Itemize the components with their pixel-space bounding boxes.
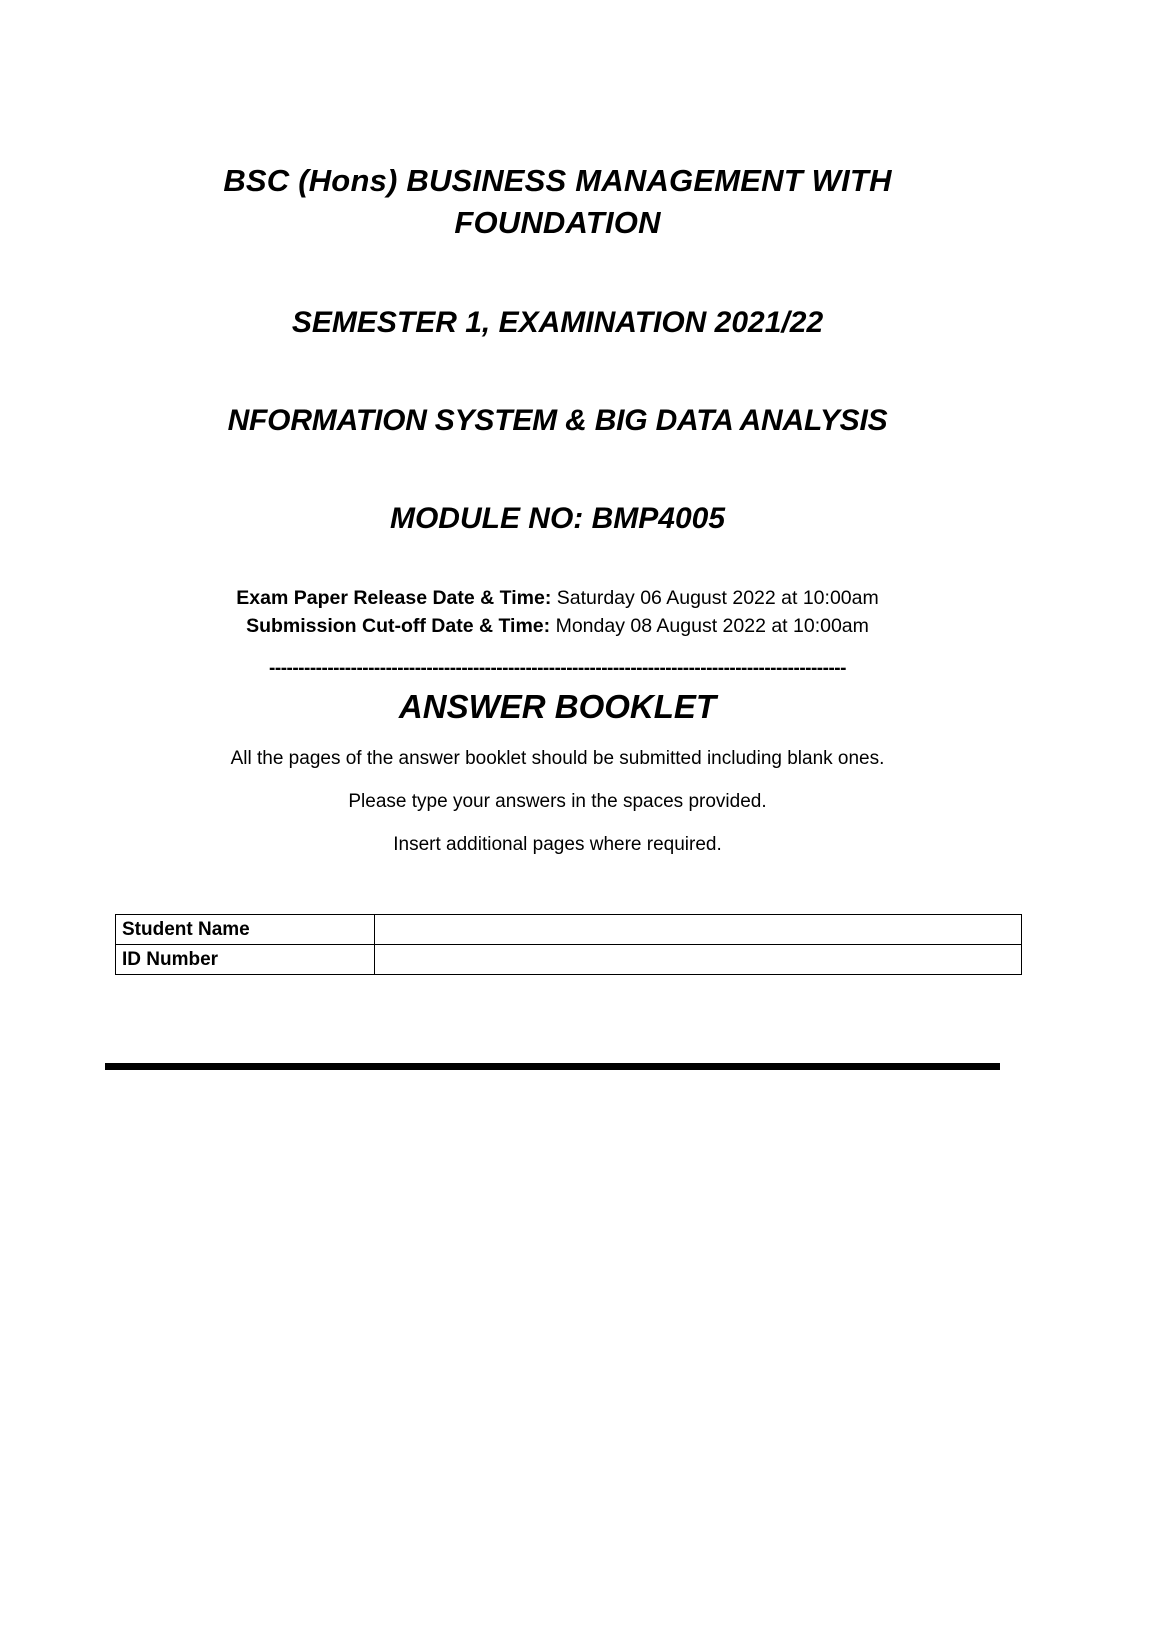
student-details-table xyxy=(115,914,1022,975)
exam-dates-block xyxy=(115,584,1000,641)
programme-title-line-2: FOUNDATION xyxy=(454,204,661,240)
programme-title xyxy=(115,160,1000,244)
table-row xyxy=(116,945,1022,975)
release-date-value: Saturday 06 August 2022 at 10:00am xyxy=(556,586,879,609)
submission-date-label: Submission Cut-off Date & Time: xyxy=(246,614,551,637)
id-number-field[interactable] xyxy=(375,945,1022,975)
instruction-note-3: Insert additional pages where required. xyxy=(393,834,722,856)
module-number-heading: MODULE NO: BMP4005 xyxy=(389,501,726,535)
submission-date-value: Monday 08 August 2022 at 10:00am xyxy=(555,614,869,637)
bottom-horizontal-rule xyxy=(105,1063,1000,1070)
submission-date-line xyxy=(115,612,1000,640)
module-title-heading: NFORMATION SYSTEM & BIG DATA ANALYSIS xyxy=(227,403,888,437)
student-name-label: Student Name xyxy=(116,915,375,945)
dashed-divider: --------------------------------------------------------------------------------------------------- xyxy=(269,658,846,680)
table-row xyxy=(116,915,1022,945)
answer-booklet-heading: ANSWER BOOKLET xyxy=(398,688,717,726)
release-date-label: Exam Paper Release Date & Time: xyxy=(236,586,552,609)
instruction-note-2: Please type your answers in the spaces provided. xyxy=(348,791,767,813)
semester-heading: SEMESTER 1, EXAMINATION 2021/22 xyxy=(291,305,824,339)
release-date-line xyxy=(115,584,1000,612)
id-number-label: ID Number xyxy=(116,945,375,975)
instruction-note-1: All the pages of the answer booklet should be submitted including blank ones. xyxy=(230,748,885,770)
programme-title-line-1: BSC (Hons) BUSINESS MANAGEMENT WITH xyxy=(223,163,892,198)
student-name-field[interactable] xyxy=(375,915,1022,945)
document-content xyxy=(115,0,1000,1070)
